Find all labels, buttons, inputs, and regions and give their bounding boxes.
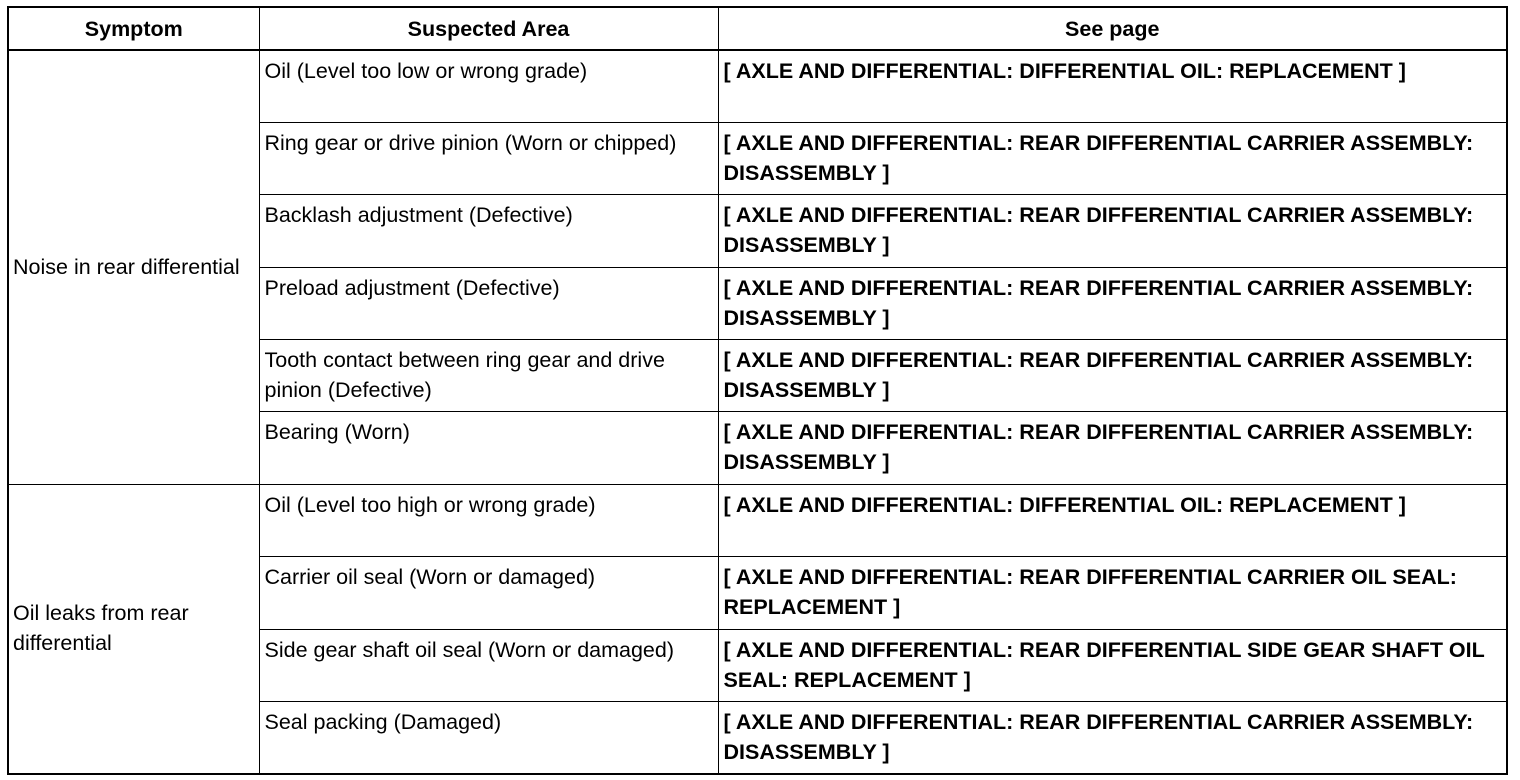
suspected-area-cell: Tooth contact between ring gear and drive pinion (Defective) <box>259 340 718 412</box>
symptom-oil-leaks-from-rear-differential: Oil leaks from rear differential <box>8 484 259 774</box>
suspected-area-cell: Preload adjustment (Defective) <box>259 267 718 339</box>
suspected-area-cell: Oil (Level too high or wrong grade) <box>259 484 718 556</box>
table-header <box>8 7 1507 50</box>
diagnosis-table <box>7 6 1508 775</box>
header-row <box>8 7 1507 50</box>
suspected-area-cell: Ring gear or drive pinion (Worn or chipped) <box>259 122 718 194</box>
suspected-area-cell: Side gear shaft oil seal (Worn or damaged) <box>259 629 718 701</box>
suspected-area-cell: Bearing (Worn) <box>259 412 718 484</box>
table-body <box>8 50 1507 774</box>
see-page-link[interactable]: [ AXLE AND DIFFERENTIAL: REAR DIFFERENTIAL CARRIER ASSEMBLY: DISASSEMBLY ] <box>718 702 1507 775</box>
table-row <box>8 50 1507 122</box>
header-symptom: Symptom <box>8 7 259 50</box>
header-see-page: See page <box>718 7 1507 50</box>
suspected-area-cell: Carrier oil seal (Worn or damaged) <box>259 557 718 629</box>
see-page-link[interactable]: [ AXLE AND DIFFERENTIAL: REAR DIFFERENTIAL CARRIER ASSEMBLY: DISASSEMBLY ] <box>718 267 1507 339</box>
see-page-link[interactable]: [ AXLE AND DIFFERENTIAL: REAR DIFFERENTIAL CARRIER ASSEMBLY: DISASSEMBLY ] <box>718 412 1507 484</box>
table-row <box>8 484 1507 556</box>
see-page-link[interactable]: [ AXLE AND DIFFERENTIAL: DIFFERENTIAL OIL: REPLACEMENT ] <box>718 484 1507 556</box>
see-page-link[interactable]: [ AXLE AND DIFFERENTIAL: REAR DIFFERENTIAL CARRIER ASSEMBLY: DISASSEMBLY ] <box>718 122 1507 194</box>
see-page-link[interactable]: [ AXLE AND DIFFERENTIAL: REAR DIFFERENTIAL CARRIER ASSEMBLY: DISASSEMBLY ] <box>718 195 1507 267</box>
see-page-link[interactable]: [ AXLE AND DIFFERENTIAL: REAR DIFFERENTIAL CARRIER ASSEMBLY: DISASSEMBLY ] <box>718 340 1507 412</box>
see-page-link[interactable]: [ AXLE AND DIFFERENTIAL: DIFFERENTIAL OIL: REPLACEMENT ] <box>718 50 1507 122</box>
suspected-area-cell: Backlash adjustment (Defective) <box>259 195 718 267</box>
header-suspected-area: Suspected Area <box>259 7 718 50</box>
suspected-area-cell: Seal packing (Damaged) <box>259 702 718 775</box>
see-page-link[interactable]: [ AXLE AND DIFFERENTIAL: REAR DIFFERENTIAL CARRIER OIL SEAL: REPLACEMENT ] <box>718 557 1507 629</box>
see-page-link[interactable]: [ AXLE AND DIFFERENTIAL: REAR DIFFERENTIAL SIDE GEAR SHAFT OIL SEAL: REPLACEMENT ] <box>718 629 1507 701</box>
suspected-area-cell: Oil (Level too low or wrong grade) <box>259 50 718 122</box>
symptom-noise-in-rear-differential: Noise in rear differential <box>8 50 259 484</box>
